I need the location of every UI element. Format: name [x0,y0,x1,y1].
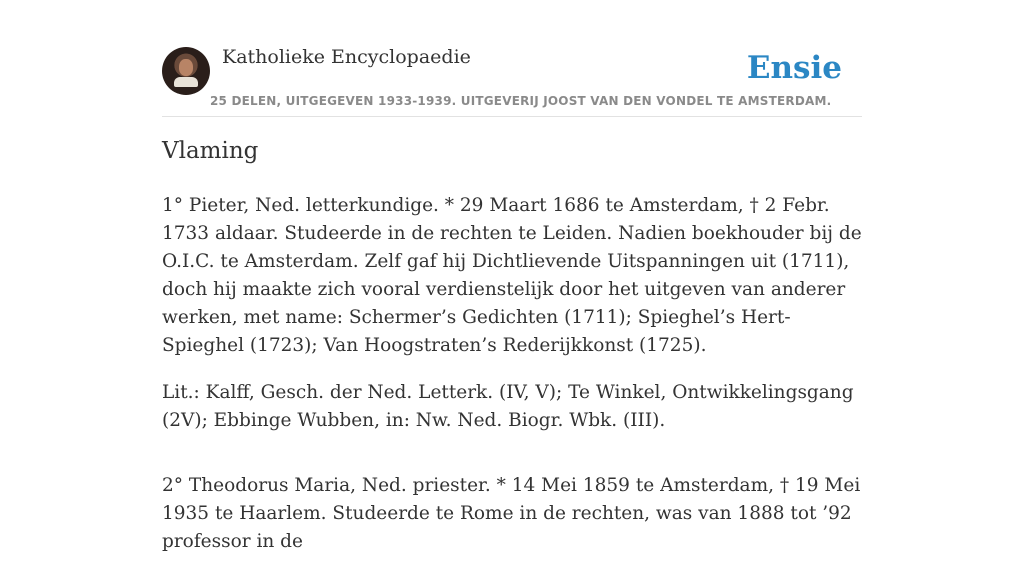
avatar-face [179,59,193,76]
article-body [162,192,868,575]
site-subtitle: 25 DELEN, UITGEGEVEN 1933-1939. UITGEVERIJ JOOST VAN DEN VONDEL TE AMSTERDAM. [210,94,832,108]
site-header [162,46,862,117]
site-title[interactable]: Katholieke Encyclopaedie [222,46,471,68]
article-title: Vlaming [162,138,259,164]
article-paragraph: Lit.: Kalff, Gesch. der Ned. Letterk. (IV, V); Te Winkel, Ontwikkelingsgang (2V); Ebbinge Wubben, in: Nw. Ned. Biogr. Wbk. (III). [162,382,854,431]
portrait-avatar[interactable] [162,47,210,95]
brand-logo-link[interactable]: Ensie [746,50,842,86]
avatar-collar [174,77,198,87]
article-paragraph: 1° Pieter, Ned. letterkundige. * 29 Maart 1686 te Amsterdam, † 2 Febr. 1733 aldaar. Studeerde in de rechten te Leiden. Nadien boekhouder bij de O.I.C. te Amsterdam. Zelf gaf hij Dichtlievende Uitspanningen uit (1711), doch hij maakte zich vooral verdienstelijk door het uitgeven van anderer werken, met name: Schermer’s Gedichten (1711); Spieghel’s Hert-Spieghel (1723); Van Hoogstraten’s Rederijkkonst (1725). [162,195,862,356]
article-paragraph: 2° Theodorus Maria, Ned. priester. * 14 Mei 1859 te Amsterdam, † 19 Mei 1935 te Haarlem. Studeerde te Rome in de rechten, was van 1888 tot ’92 professor in de [162,475,861,552]
